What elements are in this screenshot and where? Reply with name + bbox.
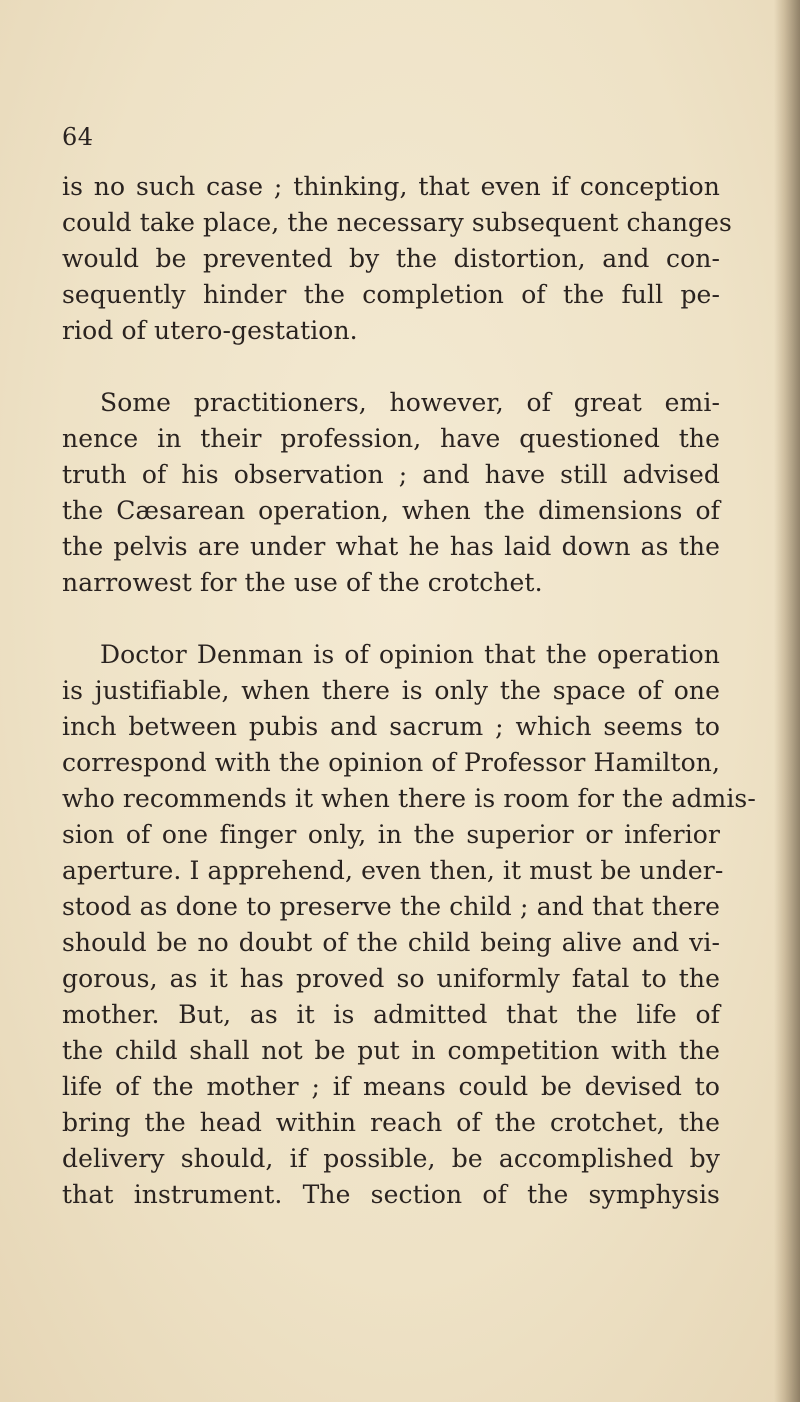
- text-line: would be prevented by the distortion, and con-: [62, 244, 720, 273]
- text-line: life of the mother ; if means could be devised to: [62, 1072, 720, 1101]
- text-line: sion of one finger only, in the superior or inferior: [62, 820, 720, 849]
- text-line: who recommends it when there is room for the admis-: [62, 784, 756, 813]
- text-line: riod of utero-gestation.: [62, 316, 358, 345]
- text-line: that instrument. The section of the symphysis: [62, 1180, 720, 1209]
- text-line: the pelvis are under what he has laid down as the: [62, 532, 720, 561]
- text-line: Doctor Denman is of opinion that the operation: [100, 640, 720, 669]
- text-line: correspond with the opinion of Professor Hamilton,: [62, 748, 720, 777]
- text-line: sequently hinder the completion of the full pe-: [62, 280, 720, 309]
- text-line: delivery should, if possible, be accomplished by: [62, 1144, 720, 1173]
- text-line: is justifiable, when there is only the space of one: [62, 676, 720, 705]
- text-line: could take place, the necessary subsequent changes: [62, 208, 732, 237]
- page-edge-shadow: [774, 0, 800, 1402]
- text-line: aperture. I apprehend, even then, it must be under-: [62, 856, 724, 885]
- text-line: nence in their profession, have questioned the: [62, 424, 720, 453]
- text-line: truth of his observation ; and have still advised: [62, 460, 720, 489]
- text-line: Some practitioners, however, of great emi-: [100, 388, 720, 417]
- text-line: narrowest for the use of the crotchet.: [62, 568, 543, 597]
- text-line: the child shall not be put in competition with the: [62, 1036, 720, 1065]
- text-line: the Cæsarean operation, when the dimensions of: [62, 496, 720, 525]
- text-line: is no such case ; thinking, that even if conception: [62, 172, 720, 201]
- text-line: mother. But, as it is admitted that the life of: [62, 1000, 720, 1029]
- text-line: gorous, as it has proved so uniformly fatal to the: [62, 964, 720, 993]
- text-line: inch between pubis and sacrum ; which seems to: [62, 712, 720, 741]
- text-line: should be no doubt of the child being alive and vi-: [62, 928, 720, 957]
- text-line: bring the head within reach of the crotchet, the: [62, 1108, 720, 1137]
- text-line: stood as done to preserve the child ; and that there: [62, 892, 720, 921]
- page-number: 64: [62, 123, 94, 151]
